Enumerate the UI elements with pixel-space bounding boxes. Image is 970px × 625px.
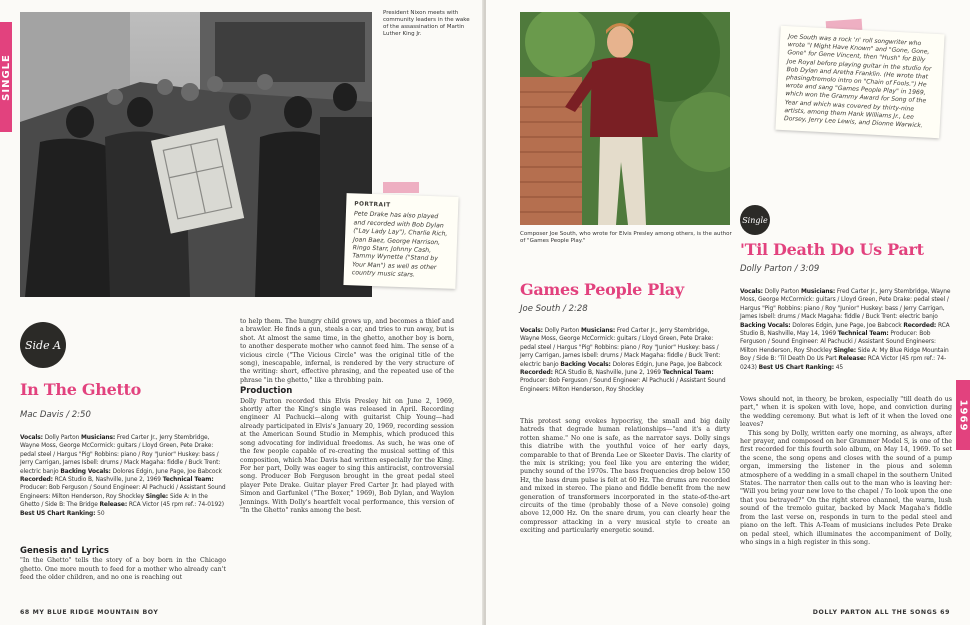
song-artist-games: Joe South / 2:28 xyxy=(520,304,588,314)
nixon-photo-caption: President Nixon meets with community leaders in the wake of the assassination of Martin Luther King Jr. xyxy=(383,10,470,37)
games-people-play-body: This protest song evokes hypocrisy, the small and big daily hatreds that degrade human relationships—"and it's a dirty rotten shame." No one is safe, as the narrator says. Dolly sings this diatribe with the youthful voice of her early days, comparable to that of Brenda Lee or Skeeter Davis. The clarity of the mix is striking; you feel like you are entering the wider, punchy sound of the 1970s. The bass frequencies drop below 150 Hz, the bass drum pulse is felt at 60 Hz. The drums are recorded and mixed in stereo. The piano and fiddle benefit from the new generation of transformers incorporated in the state-of-the-art circuits of the time (probably those of a Neve console) going above 12,000 Hz. On the snare drum, you can clearly hear the compressor attacking in a very musical style to create an exciting and particularly energetic sound. xyxy=(520,418,730,535)
song-title-in-the-ghetto: In The Ghetto xyxy=(20,380,142,399)
credits-in-the-ghetto: Vocals: Dolly Parton Musicians: Fred Carter Jr., Jerry Stembridge, Wayne Moss, George McCormick: guitars / Lloyd Green, Pete Drake: pedal steel / Hargus "Pig" Robbins: piano / Roy "Junior" Huskey: bass / Jerry Carrigan, James Isbell: drums / Mack Magaha: fiddle / Buck Trent: electric banjo Backing Vocals: Dolores Edgin, June Page, Joe Babcock Recorded: RCA Studio B, Nashville, June 2, 1969 Technical Team: Producer: Bob Ferguson / Sound Engineer: Al Pachucki / Assistant Sound Engineers: Milton Henderson, Roy Shockley Single: Side A: In the Ghetto / Side B: The Bridge Release: RCA Victor (45 rpm ref.: 74-0192) Best US Chart Ranking: 50 xyxy=(20,435,226,517)
right-page xyxy=(486,0,970,625)
til-death-p1: Vows should not, in theory, be broken, especially "till death do us part," when it is spoken with love, hope, and conviction during the wedding ceremony. But what is left of it when the loved one leaves? xyxy=(740,396,952,429)
production-heading: Production xyxy=(240,386,293,397)
left-page xyxy=(0,0,484,625)
genesis-section xyxy=(20,545,226,583)
til-death-body xyxy=(740,396,952,547)
note-tape xyxy=(383,182,419,193)
note-title: PORTRAIT xyxy=(354,201,391,209)
pete-drake-note xyxy=(343,193,458,289)
genesis-heading: Genesis and Lyrics xyxy=(20,546,109,556)
song-title-games-people-play: Games People Play xyxy=(520,280,684,299)
left-column-2 xyxy=(240,318,454,515)
production-text: Dolly Parton recorded this Elvis Presley hit on June 2, 1969, shortly after the King's single was released in April. Recording engineer Al Pachucki—along with guitarist Chip Young—had already participated in Elvis's January 20, 1969, recording session at the American Sound Studio in Memphis, which produced this song advocating for individual freedoms. As such, he was one of the few people capable of re-creating the musical setting of this composition, which Mac Davis had written especially for the King. For her part, Dolly was eager to sing this antiracist, controversial song. Producer Bob Ferguson brought in the great pedal steel player Pete Drake. Guitar player Fred Carter Jr. had played with Simon and Garfunkel ("The Boxer," 1969), Bob Dylan, and Waylon Jennings. With Dolly's heartfelt vocal performance, this version of "In the Ghetto" ranks among the best. xyxy=(240,397,454,514)
genesis-text: "In the Ghetto" tells the story of a boy born in the Chicago ghetto. One more mouth to feed for a mother who already can't feed the older children, and no one is reaching out xyxy=(20,557,226,582)
right-folio: DOLLY PARTON ALL THE SONGS 69 xyxy=(812,609,950,616)
credits-games-people-play: Vocals: Dolly Parton Musicians: Fred Carter Jr., Jerry Stembridge, Wayne Moss, George McCormick: guitars / Lloyd Green, Pete Drake: pedal steel / Hargus "Pig" Robbins: piano / Roy "Junior" Huskey: bass / Jerry Carrigan, James Isbell: drums / Mack Magaha: fiddle / Buck Trent: electric banjo Backing Vocals: Dolores Edgin, June Page, Joe Babcock Recorded: RCA Studio B, Nashville, June 2, 1969 Technical Team: Producer: Bob Ferguson / Sound Engineer: Al Pachucki / Assistant Sound Engineers: Milton Henderson, Roy Shockley xyxy=(520,328,726,393)
song-artist-til-death: Dolly Parton / 3:09 xyxy=(740,264,820,274)
left-folio: 68 MY BLUE RIDGE MOUNTAIN BOY xyxy=(20,609,159,616)
song-title-til-death: 'Til Death Do Us Part xyxy=(740,240,924,259)
single-badge: Single xyxy=(740,205,770,235)
joe-south-photo-image xyxy=(520,12,730,225)
joe-south-note xyxy=(775,26,944,139)
joe-south-photo xyxy=(520,12,730,225)
til-death-p2: This song by Dolly, written early one morning, as always, after her prayer, and composed on her Grammer Model S, is one of the first recorded for this fourth solo album, on May 14, 1969. To set the scene, the song opens and closes with the sound of a pump organ, immersing the listener in the pious and solemn atmosphere of a wedding in a small chapel in the southern United States. The narrator then calls out to the man who is leaving her: "Will you bring your new love to the chapel / To look upon the one that you betrayed?" On the right stereo channel, the warm, lush sound of the tremolo guitar, backed by Mack Magaha's fiddle from the last verse on, responds in turn to the pedal steel and piano on the left. This A-Team of musicians includes Pete Drake on pedal steel, which illuminates the accompaniment of Dolly, who sings in a high register in this song. xyxy=(740,429,952,546)
year-tab: 1969 xyxy=(956,380,970,450)
song-artist: Mac Davis / 2:50 xyxy=(20,410,91,420)
note-text: Pete Drake has also played and recorded with Bob Dylan ("Lay Lady Lay"), Charlie Rich, Joan Baez, George Harrison, Ringo Starr, Johnny Cash, Tammy Wynette ("Stand by Your Man") as well as other country music stars. xyxy=(351,210,448,279)
nixon-photo xyxy=(20,12,372,297)
section-tab-single: SINGLE xyxy=(0,22,12,132)
nixon-photo-image xyxy=(20,12,372,297)
joe-south-caption: Composer Joe South, who wrote for Elvis Presley among others, is the author of "Games People Play." xyxy=(520,231,732,244)
side-a-badge: Side A xyxy=(20,322,66,368)
joe-south-note-text: Joe South was a rock 'n' roll songwriter who wrote "I Might Have Known" and "Gone, Gone, Gone" for Gene Vincent, then "Hush" for Billy Joe Royal before playing guitar in the studio for Bob Dylan and Aretha Franklin. (He wrote that phasing/tremolo intro on "Chain of Fools.") He wrote and sang "Games People Play" in 1969, which won the Grammy Award for Song of the Year and which was covered by thirty-nine artists, among them Hank Williams Jr., Lee Dorsey, Jerry Lee Lewis, and Dionne Warwick. xyxy=(783,33,932,130)
genesis-continued: to help them. The hungry child grows up, and becomes a thief and a brawler. He finds a gun, steals a car, and tries to run away, but is shot. At almost the same time, in the ghetto, another boy is born, to another desperate mother who cannot feed him. The sense of a vicious circle ("The Vicious Circle" was the original title of the song), inescapable, infernal, is rendered by the very structure of the writing: short, effective phrasing, and the repeated use of the phrase "in the ghetto," like a throbbing pain. xyxy=(240,318,454,384)
credits-til-death: Vocals: Dolly Parton Musicians: Fred Carter Jr., Jerry Stembridge, Wayne Moss, George McCormick: guitars / Lloyd Green, Pete Drake: pedal steel / Hargus "Pig" Robbins: piano / Roy "Junior" Huskey: bass / Jerry Carrigan, James Isbell: drums / Mack Magaha: fiddle / Buck Trent: electric banjo Backing Vocals: Dolores Edgin, June Page, Joe Babcock Recorded: RCA Studio B, Nashville, May 14, 1969 Technical Team: Producer: Bob Ferguson / Sound Engineer: Al Pachucki / Assistant Sound Engineers: Milton Henderson, Roy Shockley Single: Side A: My Blue Ridge Mountain Boy / Side B: 'Til Death Do Us Part Release: RCA Victor (45 rpm ref.: 74-0243) Best US Chart Ranking: 45 xyxy=(740,289,951,371)
